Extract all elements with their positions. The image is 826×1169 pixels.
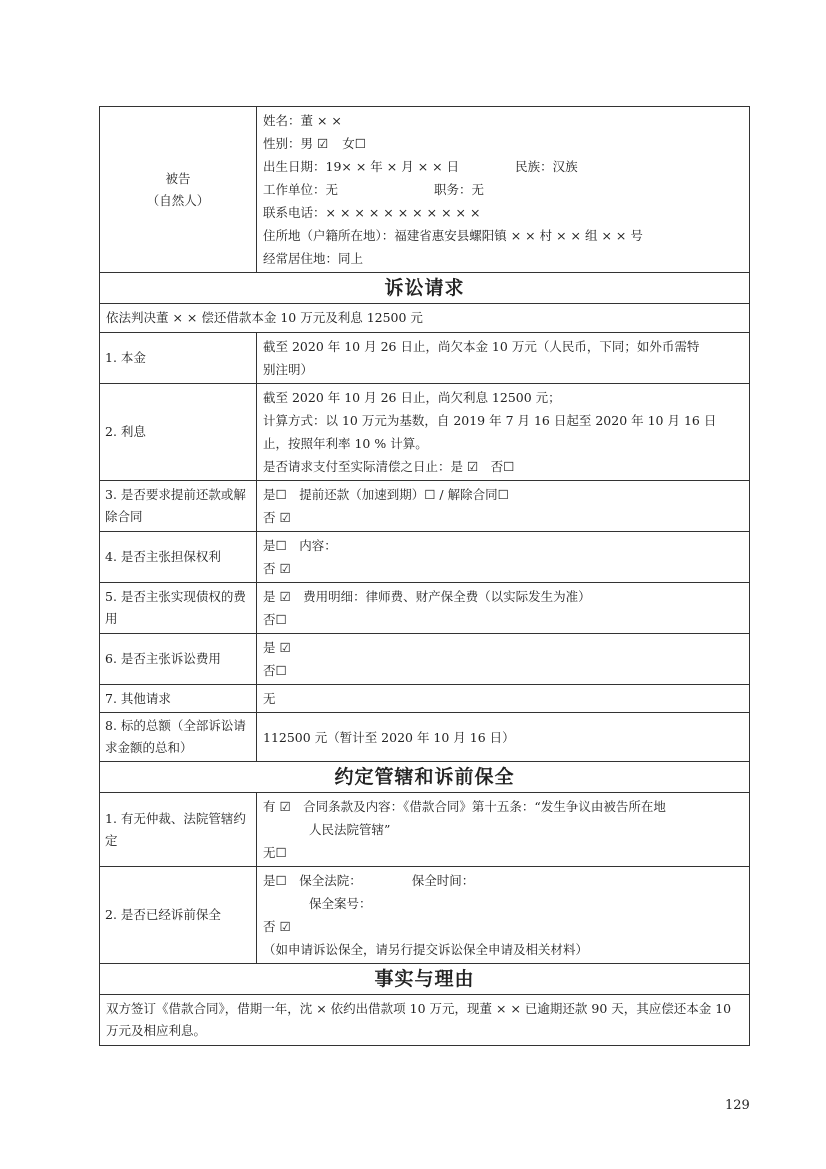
complaint-form-table (99, 106, 750, 1046)
preservation-time: 保全时间： (411, 873, 475, 888)
defendant-name: 姓名：董 × × (263, 113, 342, 128)
defendant-gender (263, 132, 743, 155)
jurisdiction-row-preservation (100, 867, 750, 964)
claim-line: 否 ☑ (263, 561, 291, 576)
claim-content (257, 685, 750, 713)
claim-content (257, 634, 750, 685)
defendant-label-cell (100, 107, 257, 273)
defendant-info-cell (257, 107, 750, 273)
page-number: 129 (725, 1098, 750, 1113)
preservation-yes-line (263, 869, 743, 892)
claim-line: 截至 2020 年 10 月 26 日止，尚欠本金 10 万元（人民币，下同；如外币需特 (263, 339, 700, 354)
claim-content (257, 481, 750, 532)
claim-line: 计算方式：以 10 万元为基数，自 2019 年 7 月 16 日起至 2020 年 10 月 16 日 (263, 413, 717, 428)
claim-content (257, 532, 750, 583)
claim-row-guarantee (100, 532, 750, 583)
jurisdiction-section-header-row (100, 762, 750, 793)
claim-line: 截至 2020 年 10 月 26 日止，尚欠利息 12500 元； (263, 390, 561, 405)
facts-section-header-row (100, 964, 750, 995)
jurisdiction-label: 1. 有无仲裁、法院管辖约定 (100, 793, 257, 867)
claim-label: 7. 其他请求 (100, 685, 257, 713)
defendant-workplace: 工作单位：无 (263, 182, 339, 197)
claim-label: 5. 是否主张实现债权的费用 (100, 583, 257, 634)
defendant-phone: 联系电话：× × × × × × × × × × × (263, 205, 481, 220)
claims-section-title: 诉讼请求 (100, 273, 750, 304)
claim-line: 112500 元（暂计至 2020 年 10 月 16 日） (263, 729, 515, 745)
claim-content (257, 384, 750, 481)
claim-row-litigation-costs (100, 634, 750, 685)
claim-line: 是☐ 提前还款（加速到期）☐ / 解除合同☐ (263, 487, 509, 502)
claim-label: 8. 标的总额（全部诉讼请求金额的总和） (100, 713, 257, 762)
gender-male: 性别：男 ☑ (263, 136, 329, 151)
claim-label: 1. 本金 (100, 333, 257, 384)
preservation-content (257, 867, 750, 964)
facts-section-title: 事实与理由 (100, 964, 750, 995)
claim-row-total (100, 713, 750, 762)
claims-summary-row (100, 304, 750, 333)
jurisdiction-section-title: 约定管辖和诉前保全 (100, 762, 750, 793)
preservation-court: 是☐ 保全法院： (263, 873, 362, 888)
claim-label: 2. 利息 (100, 384, 257, 481)
jurisdiction-yes-line: 有 ☑ 合同条款及内容：《借款合同》第十五条：“发生争议由被告所在地 (263, 799, 666, 814)
claim-row-enforcement-costs (100, 583, 750, 634)
claims-section-header-row (100, 273, 750, 304)
claim-line: 是否请求支付至实际清偿之日止：是 ☑ 否☐ (263, 459, 515, 474)
claim-line: 是 ☑ (263, 640, 291, 655)
jurisdiction-row-agreement (100, 793, 750, 867)
claim-line: 否☐ (263, 612, 287, 627)
claim-line: 别注明） (263, 362, 314, 377)
jurisdiction-content (257, 793, 750, 867)
claim-line: 是☐ 内容： (263, 538, 337, 553)
preservation-label: 2. 是否已经诉前保全 (100, 867, 257, 964)
jurisdiction-yes-line-cont: 人民法院管辖” (309, 822, 391, 837)
preservation-no-line: 否 ☑ (263, 919, 291, 934)
preservation-note: （如申请诉讼保全，请另行提交诉讼保全申请及相关材料） (263, 942, 589, 957)
claim-line: 否 ☑ (263, 510, 291, 525)
claim-content (257, 713, 750, 762)
claim-content (257, 583, 750, 634)
facts-row (100, 995, 750, 1046)
facts-text: 双方签订《借款合同》，借期一年，沈 × 依约出借款项 10 万元，现董 × × 已逾期还款 90 天，其应偿还本金 10 万元及相应利息。 (100, 995, 750, 1046)
claim-row-interest (100, 384, 750, 481)
claim-line: 止，按照年利率 10 % 计算。 (263, 436, 428, 451)
claim-row-principal (100, 333, 750, 384)
claim-label: 4. 是否主张担保权利 (100, 532, 257, 583)
jurisdiction-no-line: 无☐ (263, 845, 287, 860)
claim-label: 3. 是否要求提前还款或解除合同 (100, 481, 257, 532)
preservation-case-no: 保全案号： (309, 896, 372, 911)
defendant-position: 职务：无 (434, 182, 485, 197)
defendant-row (100, 107, 750, 273)
claim-line: 是 ☑ 费用明细：律师费、财产保全费（以实际发生为准） (263, 589, 591, 604)
claim-line: 无 (263, 691, 276, 706)
claim-row-other (100, 685, 750, 713)
claims-summary: 依法判决董 × × 偿还借款本金 10 万元及利息 12500 元 (100, 304, 750, 333)
defendant-habitual-residence: 经常居住地：同上 (263, 251, 364, 266)
defendant-ethnicity: 民族：汉族 (515, 159, 578, 174)
claim-row-early-repayment (100, 481, 750, 532)
defendant-work-line (263, 178, 743, 201)
defendant-type: （自然人） (146, 192, 210, 208)
gender-female: 女☐ (342, 136, 366, 151)
claim-label: 6. 是否主张诉讼费用 (100, 634, 257, 685)
defendant-residence: 住所地（户籍所在地）：福建省惠安县螺阳镇 × × 村 × × 组 × × 号 (263, 228, 643, 243)
defendant-birth-line (263, 155, 743, 178)
claim-content (257, 333, 750, 384)
defendant-birth: 出生日期：19× × 年 × 月 × × 日 (263, 159, 460, 174)
defendant-label: 被告 (165, 170, 191, 186)
claim-line: 否☐ (263, 663, 287, 678)
